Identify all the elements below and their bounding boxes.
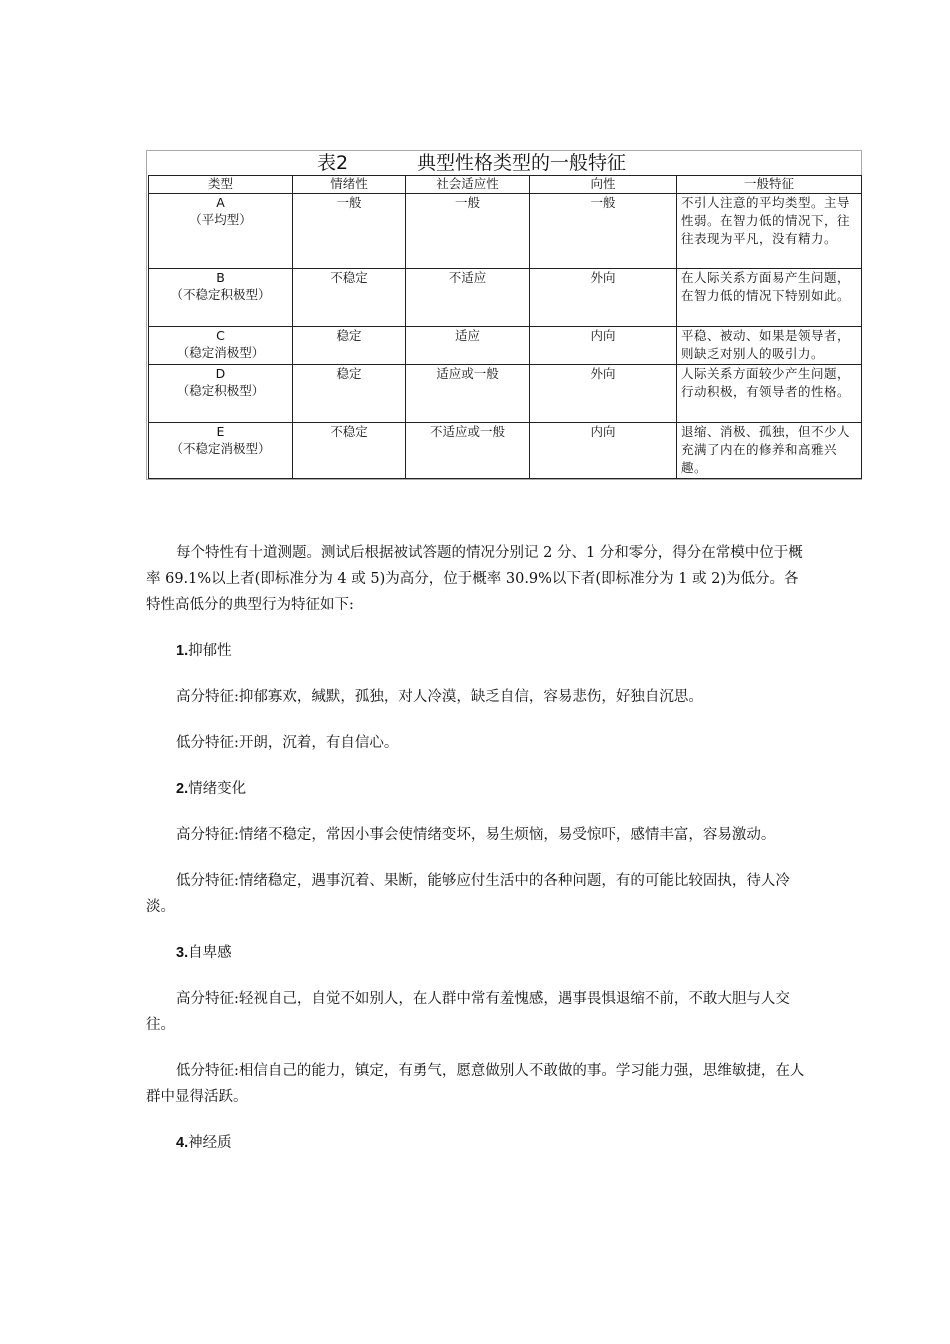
general-traits-cell: 平稳、被动、如果是领导者，则缺乏对别人的吸引力。 xyxy=(677,327,862,365)
emotion-cell: 一般 xyxy=(293,194,406,269)
section-number: 4. xyxy=(176,1135,189,1151)
general-traits-cell: 在人际关系方面易产生问题，在智力低的情况下特别如此。 xyxy=(677,269,862,327)
type-cell xyxy=(149,327,293,365)
header-type: 类型 xyxy=(149,176,293,194)
section-heading-depression xyxy=(146,638,812,664)
table-row xyxy=(149,269,862,327)
type-name: （稳定消极型） xyxy=(176,345,265,360)
trait-table-figure xyxy=(146,150,862,480)
low-score-paragraph: 低分特征:相信自己的能力，镇定，有勇气，愿意做别人不敢做的事。学习能力强，思维敏捷，在人群中显得活跃。 xyxy=(146,1063,805,1105)
orientation-cell: 外向 xyxy=(530,269,677,327)
orientation-cell: 一般 xyxy=(530,194,677,269)
orientation-cell: 外向 xyxy=(530,365,677,423)
table-name: 典型性格类型的一般特征 xyxy=(417,152,627,174)
type-cell xyxy=(149,365,293,423)
type-cell xyxy=(149,423,293,479)
type-name: （平均型） xyxy=(189,212,252,227)
type-name: （不稳定消极型） xyxy=(170,441,271,456)
trait-table xyxy=(148,175,862,479)
table-row xyxy=(149,423,862,479)
type-name: （稳定积极型） xyxy=(176,383,265,398)
adaptability-cell: 一般 xyxy=(406,194,530,269)
general-traits-cell: 人际关系方面较少产生问题，行动积极，有领导者的性格。 xyxy=(677,365,862,423)
emotion-cell: 不稳定 xyxy=(293,423,406,479)
header-emotion: 情绪性 xyxy=(293,176,406,194)
table-header-row xyxy=(149,176,862,194)
type-cell xyxy=(149,194,293,269)
adaptability-cell: 适应或一般 xyxy=(406,365,530,423)
table-row xyxy=(149,365,862,423)
general-traits-cell: 不引人注意的平均类型。主导性弱。在智力低的情况下，往往表现为平凡，没有精力。 xyxy=(677,194,862,269)
table-row xyxy=(149,194,862,269)
adaptability-cell: 不适应或一般 xyxy=(406,423,530,479)
table-number: 表2 xyxy=(317,152,349,174)
type-code: D xyxy=(215,366,226,381)
high-score-paragraph: 高分特征:抑郁寡欢，缄默，孤独，对人冷漠，缺乏自信，容易悲伤，好独自沉思。 xyxy=(176,689,703,705)
header-general-traits: 一般特征 xyxy=(677,176,862,194)
emotion-cell: 不稳定 xyxy=(293,269,406,327)
section-number: 2. xyxy=(176,781,189,797)
section-heading-inferiority xyxy=(146,940,812,966)
section-heading-neuroticism xyxy=(146,1130,812,1156)
document-body xyxy=(146,540,812,1176)
section-title: 自卑感 xyxy=(188,945,232,961)
emotion-cell: 稳定 xyxy=(293,365,406,423)
orientation-cell: 内向 xyxy=(530,327,677,365)
section-number: 3. xyxy=(176,945,189,961)
type-code: B xyxy=(216,270,225,285)
adaptability-cell: 不适应 xyxy=(406,269,530,327)
section-title: 神经质 xyxy=(188,1135,232,1151)
section-title: 情绪变化 xyxy=(188,781,247,797)
general-traits-cell: 退缩、消极、孤独，但不少人充满了内在的修养和高雅兴趣。 xyxy=(677,423,862,479)
low-score-paragraph: 低分特征:情绪稳定，遇事沉着、果断，能够应付生活中的各种问题，有的可能比较固执，待人冷淡。 xyxy=(146,873,790,915)
section-number: 1. xyxy=(176,643,189,659)
type-cell xyxy=(149,269,293,327)
type-name: （不稳定积极型） xyxy=(170,287,271,302)
type-code: C xyxy=(216,328,225,343)
high-score-paragraph: 高分特征:情绪不稳定，常因小事会使情绪变坏，易生烦恼，易受惊吓，感情丰富，容易激动。 xyxy=(176,827,776,843)
header-adaptability: 社会适应性 xyxy=(406,176,530,194)
type-code: A xyxy=(216,195,225,210)
adaptability-cell: 适应 xyxy=(406,327,530,365)
high-score-paragraph: 高分特征:轻视自己，自觉不如别人，在人群中常有羞愧感，遇事畏惧退缩不前，不敢大胆与人交往。 xyxy=(146,991,790,1033)
table-row xyxy=(149,327,862,365)
type-code: E xyxy=(216,424,225,439)
emotion-cell: 稳定 xyxy=(293,327,406,365)
section-heading-mood-change xyxy=(146,776,812,802)
table-title xyxy=(147,151,863,175)
header-orientation: 向性 xyxy=(530,176,677,194)
intro-paragraph: 每个特性有十道测题。测试后根据被试答题的情况分别记 2 分、1 分和零分，得分在常模中位于概率 69.1%以上者(即标准分为 4 或 5)为高分，位于概率 30.9%以下者(即标准分为 1 或 2)为低分。各特性高低分的典型行为特征如下: xyxy=(146,545,803,613)
section-title: 抑郁性 xyxy=(188,643,232,659)
orientation-cell: 内向 xyxy=(530,423,677,479)
low-score-paragraph: 低分特征:开朗，沉着，有自信心。 xyxy=(176,735,399,751)
